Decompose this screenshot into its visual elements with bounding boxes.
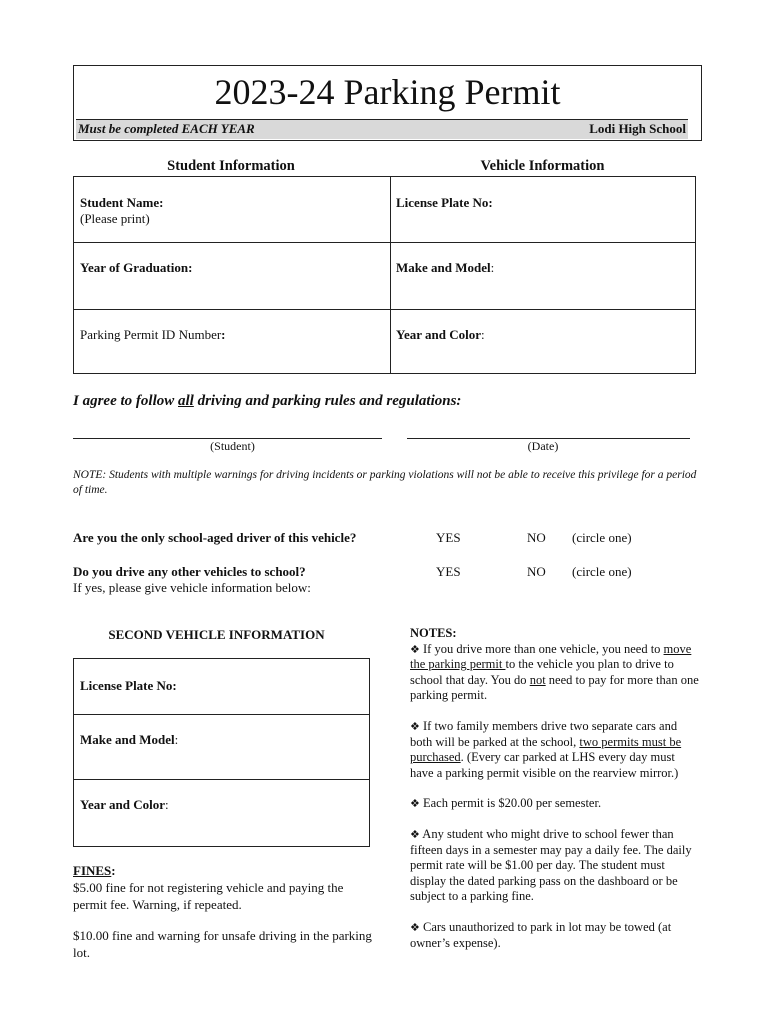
note-item [410,920,700,951]
make-model-colon: : [490,260,495,275]
fines-title: FINES [73,863,112,878]
circle-one-hint: (circle one) [572,530,632,545]
note-text: Cars unauthorized to park in lot may be towed (at owner’s expense). [410,919,672,950]
agreement-text-start: I agree to follow [73,393,178,409]
fines-title-colon: : [111,863,116,878]
answer-yes-option[interactable]: YES [436,564,461,579]
note-underlined: two permits must be purchased [410,734,682,765]
circle-one-hint: (circle one) [572,564,632,579]
note-underlined: move the parking permit [410,641,692,672]
header-bar [76,119,688,139]
page-title: 2023-24 Parking Permit [214,72,561,112]
table-divider [74,779,369,780]
graduation-year-field[interactable] [74,242,390,309]
year-color-colon: : [480,327,485,342]
make-model-label: Make and Model [396,260,491,275]
note-text: need to pay for more than one parking permit. [410,672,699,703]
question-only-driver-text: Are you the only school-aged driver of this vehicle? [73,530,357,545]
answer-no-option[interactable]: NO [527,530,546,545]
note-text: Each permit is $20.00 per semester. [419,796,602,811]
note-item [410,719,700,781]
answer-no-option[interactable]: NO [527,564,546,579]
diamond-bullet-icon: ❖ [410,797,420,811]
diamond-bullet-icon: ❖ [410,719,420,733]
school-name: Lodi High School [589,121,686,136]
fine-item: $10.00 fine and warning for unsafe driving in the parking lot. [73,928,372,960]
second-make-model-label: Make and Model [80,732,175,747]
question-only-driver [73,530,356,546]
answer-yes-option[interactable]: YES [436,530,461,545]
license-plate-field[interactable] [390,177,697,242]
table-divider [74,714,369,715]
note-text: Any student who might drive to school fewer than fifteen days in a semester may pay a daily fee. The daily permit rate will be $1.00 per day. The student must display the dated parking pass on the dashboard or be subject to a parking fine. [410,826,692,904]
yearly-requirement-note: Must be completed EACH YEAR [78,121,255,136]
student-name-label: Student Name: [80,195,164,210]
note-item [410,642,700,704]
permit-id-colon: : [221,327,226,342]
student-signature-label: (Student) [210,439,255,453]
notes-section [410,626,700,966]
second-make-model-field[interactable] [74,732,369,748]
notes-title: NOTES: [410,626,457,640]
year-color-field[interactable] [390,309,697,375]
permit-id-label: Parking Permit ID Number [80,327,222,342]
agreement-statement [73,393,461,410]
note-text: . (Every car parked at LHS every day must have a parking permit visible on the rearview mirror.) [410,750,679,780]
note-text: If two family members drive two separate cars and both will be parked at the school, [410,718,678,749]
question-other-vehicles-sub: If yes, please give vehicle information below: [73,580,311,595]
note-item [410,827,700,905]
second-make-model-colon: : [174,732,179,747]
question-other-vehicles [73,564,311,596]
second-year-color-label: Year and Color [80,797,165,812]
agreement-emphasis: all [178,393,194,409]
fines-heading [73,862,373,879]
note-text: If you drive more than one vehicle, you need to [419,641,664,656]
second-vehicle-title: SECOND VEHICLE INFORMATION [108,627,325,642]
make-model-field[interactable] [390,242,697,309]
diamond-bullet-icon: ❖ [410,920,420,934]
permit-header [73,65,702,141]
second-license-plate-label: License Plate No: [80,678,177,693]
fine-item: $5.00 fine for not registering vehicle and paying the permit fee. Warning, if repeated. [73,880,344,912]
student-name-field[interactable] [74,177,390,242]
note-text: to the vehicle you plan to drive to school that day. You do [410,657,674,687]
info-table [73,176,696,374]
note-item [410,796,700,812]
second-license-plate-field[interactable] [74,678,369,694]
student-name-hint: (Please print) [80,211,150,226]
student-info-title: Student Information [167,158,295,174]
license-plate-label: License Plate No: [396,195,493,210]
diamond-bullet-icon: ❖ [410,827,420,841]
privilege-note: NOTE: Students with multiple warnings for driving incidents or parking violations will not be able to receive this privilege for a period of time. [73,469,697,496]
second-vehicle-table [73,658,370,847]
question-other-vehicles-text: Do you drive any other vehicles to school? [73,564,306,579]
agreement-text-end: driving and parking rules and regulations: [193,393,462,409]
year-color-label: Year and Color [396,327,481,342]
diamond-bullet-icon: ❖ [410,642,420,656]
second-year-color-colon: : [164,797,169,812]
fines-section [73,862,373,975]
note-underlined: not [529,672,546,687]
date-signature-label: (Date) [527,439,559,453]
vehicle-info-title: Vehicle Information [480,158,605,174]
graduation-year-label: Year of Graduation: [80,260,193,275]
second-year-color-field[interactable] [74,797,369,813]
permit-id-field[interactable] [74,309,390,375]
